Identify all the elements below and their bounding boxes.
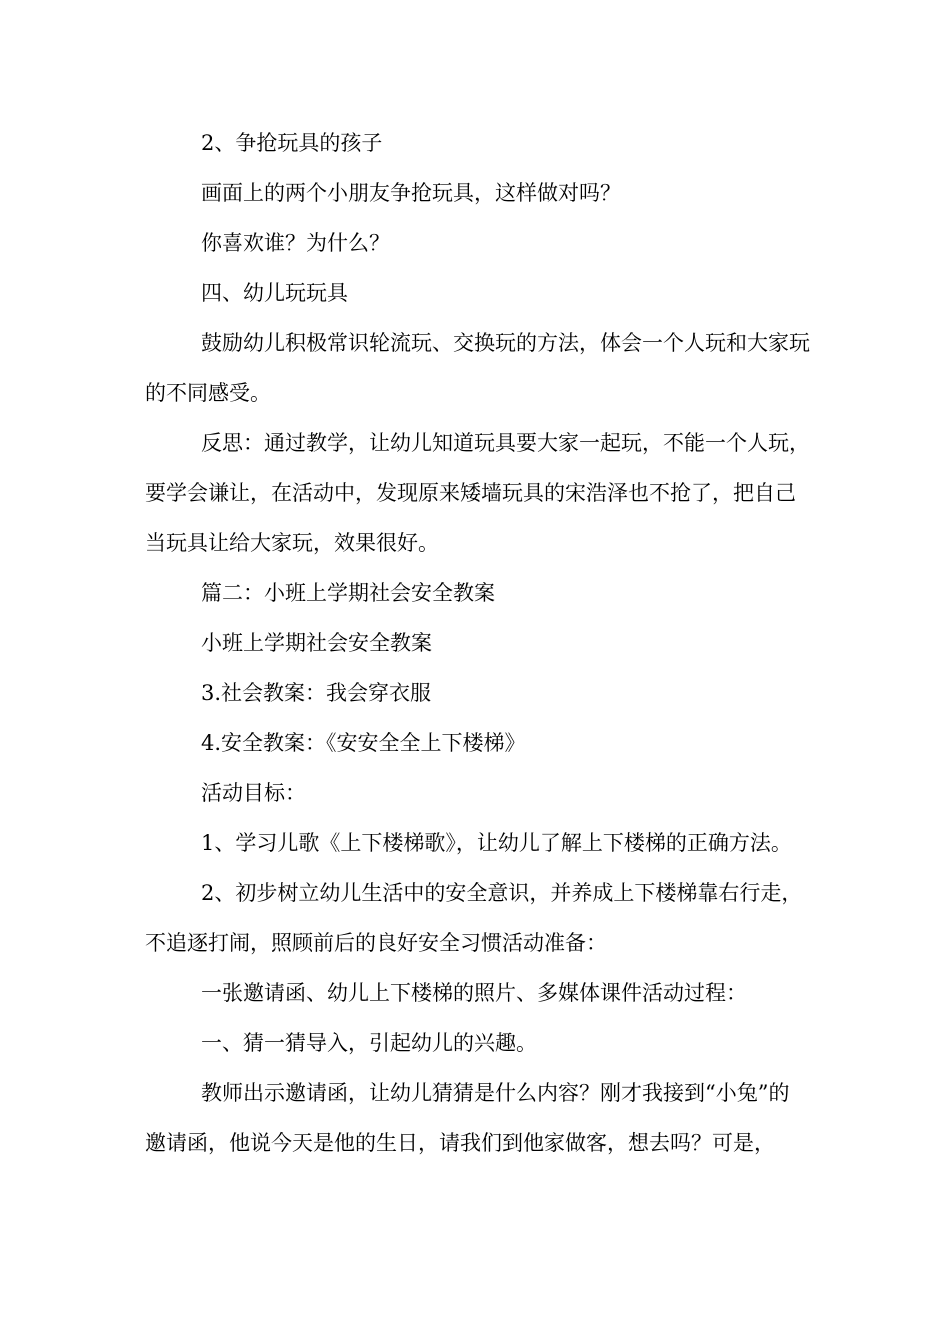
paragraph: 1、学习儿歌《上下楼梯歌》，让幼儿了解上下楼梯的正确方法。 xyxy=(201,831,792,855)
section-heading: 活动目标： xyxy=(201,781,306,805)
chapter-heading: 篇二：小班上学期社会安全教案 xyxy=(201,581,495,605)
paragraph: 画面上的两个小朋友争抢玩具，这样做对吗？ xyxy=(201,181,621,205)
paragraph: 教师出示邀请函，让幼儿猜猜是什么内容？刚才我接到“小兔”的邀请函，他说今天是他的生日，请我们到他家做客，想去吗？可是， xyxy=(145,1081,790,1155)
reflection-paragraph: 反思：通过教学，让幼儿知道玩具要大家一起玩，不能一个人玩，要学会谦让，在活动中，发现原来矮墙玩具的宋浩泽也不抢了，把自己当玩具让给大家玩，效果很好。 xyxy=(145,431,810,555)
section-heading: 四、幼儿玩玩具 xyxy=(201,281,348,305)
paragraph: 2、争抢玩具的孩子 xyxy=(201,131,383,155)
document-title: 小班上学期社会安全教案 xyxy=(201,631,432,655)
paragraph: 一张邀请函、幼儿上下楼梯的照片、多媒体课件活动过程： xyxy=(201,981,747,1005)
paragraph: 你喜欢谁？为什么？ xyxy=(201,231,390,255)
document-body xyxy=(145,118,810,1168)
section-heading: 一、猜一猜导入，引起幼儿的兴趣。 xyxy=(201,1031,537,1055)
paragraph: 4.安全教案：《安安全全上下楼梯》 xyxy=(201,731,526,755)
paragraph: 2、初步树立幼儿生活中的安全意识，并养成上下楼梯靠右行走，不追逐打闹，照顾前后的良好安全习惯活动准备： xyxy=(145,881,803,955)
paragraph: 3.社会教案：我会穿衣服 xyxy=(201,681,432,705)
paragraph: 鼓励幼儿积极常识轮流玩、交换玩的方法，体会一个人玩和大家玩的不同感受。 xyxy=(145,331,810,405)
